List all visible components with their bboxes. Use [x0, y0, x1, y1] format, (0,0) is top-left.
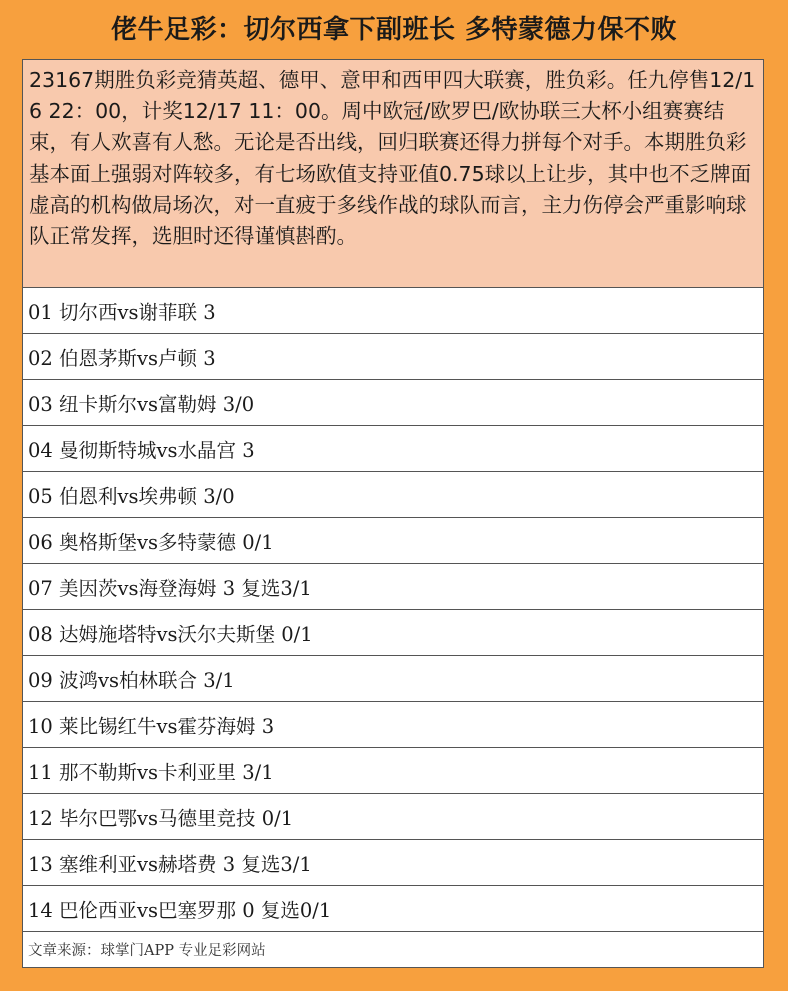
- source-footer: 文章来源：球掌门APP 专业足彩网站: [23, 932, 763, 967]
- pick-row-02: 02 伯恩茅斯vs卢顿 3: [23, 334, 763, 380]
- pick-row-05: 05 伯恩利vs埃弗顿 3/0: [23, 472, 763, 518]
- pick-row-04: 04 曼彻斯特城vs水晶宫 3: [23, 426, 763, 472]
- pick-row-14: 14 巴伦西亚vs巴塞罗那 0 复选0/1: [23, 886, 763, 932]
- pick-row-12: 12 毕尔巴鄂vs马德里竞技 0/1: [23, 794, 763, 840]
- pick-row-06: 06 奥格斯堡vs多特蒙德 0/1: [23, 518, 763, 564]
- intro-paragraph: 23167期胜负彩竞猜英超、德甲、意甲和西甲四大联赛，胜负彩。任九停售12/16 22：00，计奖12/17 11：00。周中欧冠/欧罗巴/欧协联三大杯小组赛赛结束，有人欢喜有人愁。无论是否出线，回归联赛还得力拼每个对手。本期胜负彩基本面上强弱对阵较多，有七场欧值支持亚值0.75球以上让步，其中也不乏牌面虚高的机构做局场次，对一直疲于多线作战的球队而言，主力伤停会严重影响球队正常发挥，选胆时还得谨慎斟酌。: [23, 60, 763, 288]
- pick-row-03: 03 纽卡斯尔vs富勒姆 3/0: [23, 380, 763, 426]
- pick-row-08: 08 达姆施塔特vs沃尔夫斯堡 0/1: [23, 610, 763, 656]
- picks-list: [23, 288, 763, 932]
- page-title: 佬牛足彩：切尔西拿下副班长 多特蒙德力保不败: [110, 15, 678, 45]
- content-panel: [22, 59, 764, 968]
- pick-row-13: 13 塞维利亚vs赫塔费 3 复选3/1: [23, 840, 763, 886]
- pick-row-09: 09 波鸿vs柏林联合 3/1: [23, 656, 763, 702]
- pick-row-11: 11 那不勒斯vs卡利亚里 3/1: [23, 748, 763, 794]
- pick-row-10: 10 莱比锡红牛vs霍芬海姆 3: [23, 702, 763, 748]
- pick-row-01: 01 切尔西vs谢菲联 3: [23, 288, 763, 334]
- pick-row-07: 07 美因茨vs海登海姆 3 复选3/1: [23, 564, 763, 610]
